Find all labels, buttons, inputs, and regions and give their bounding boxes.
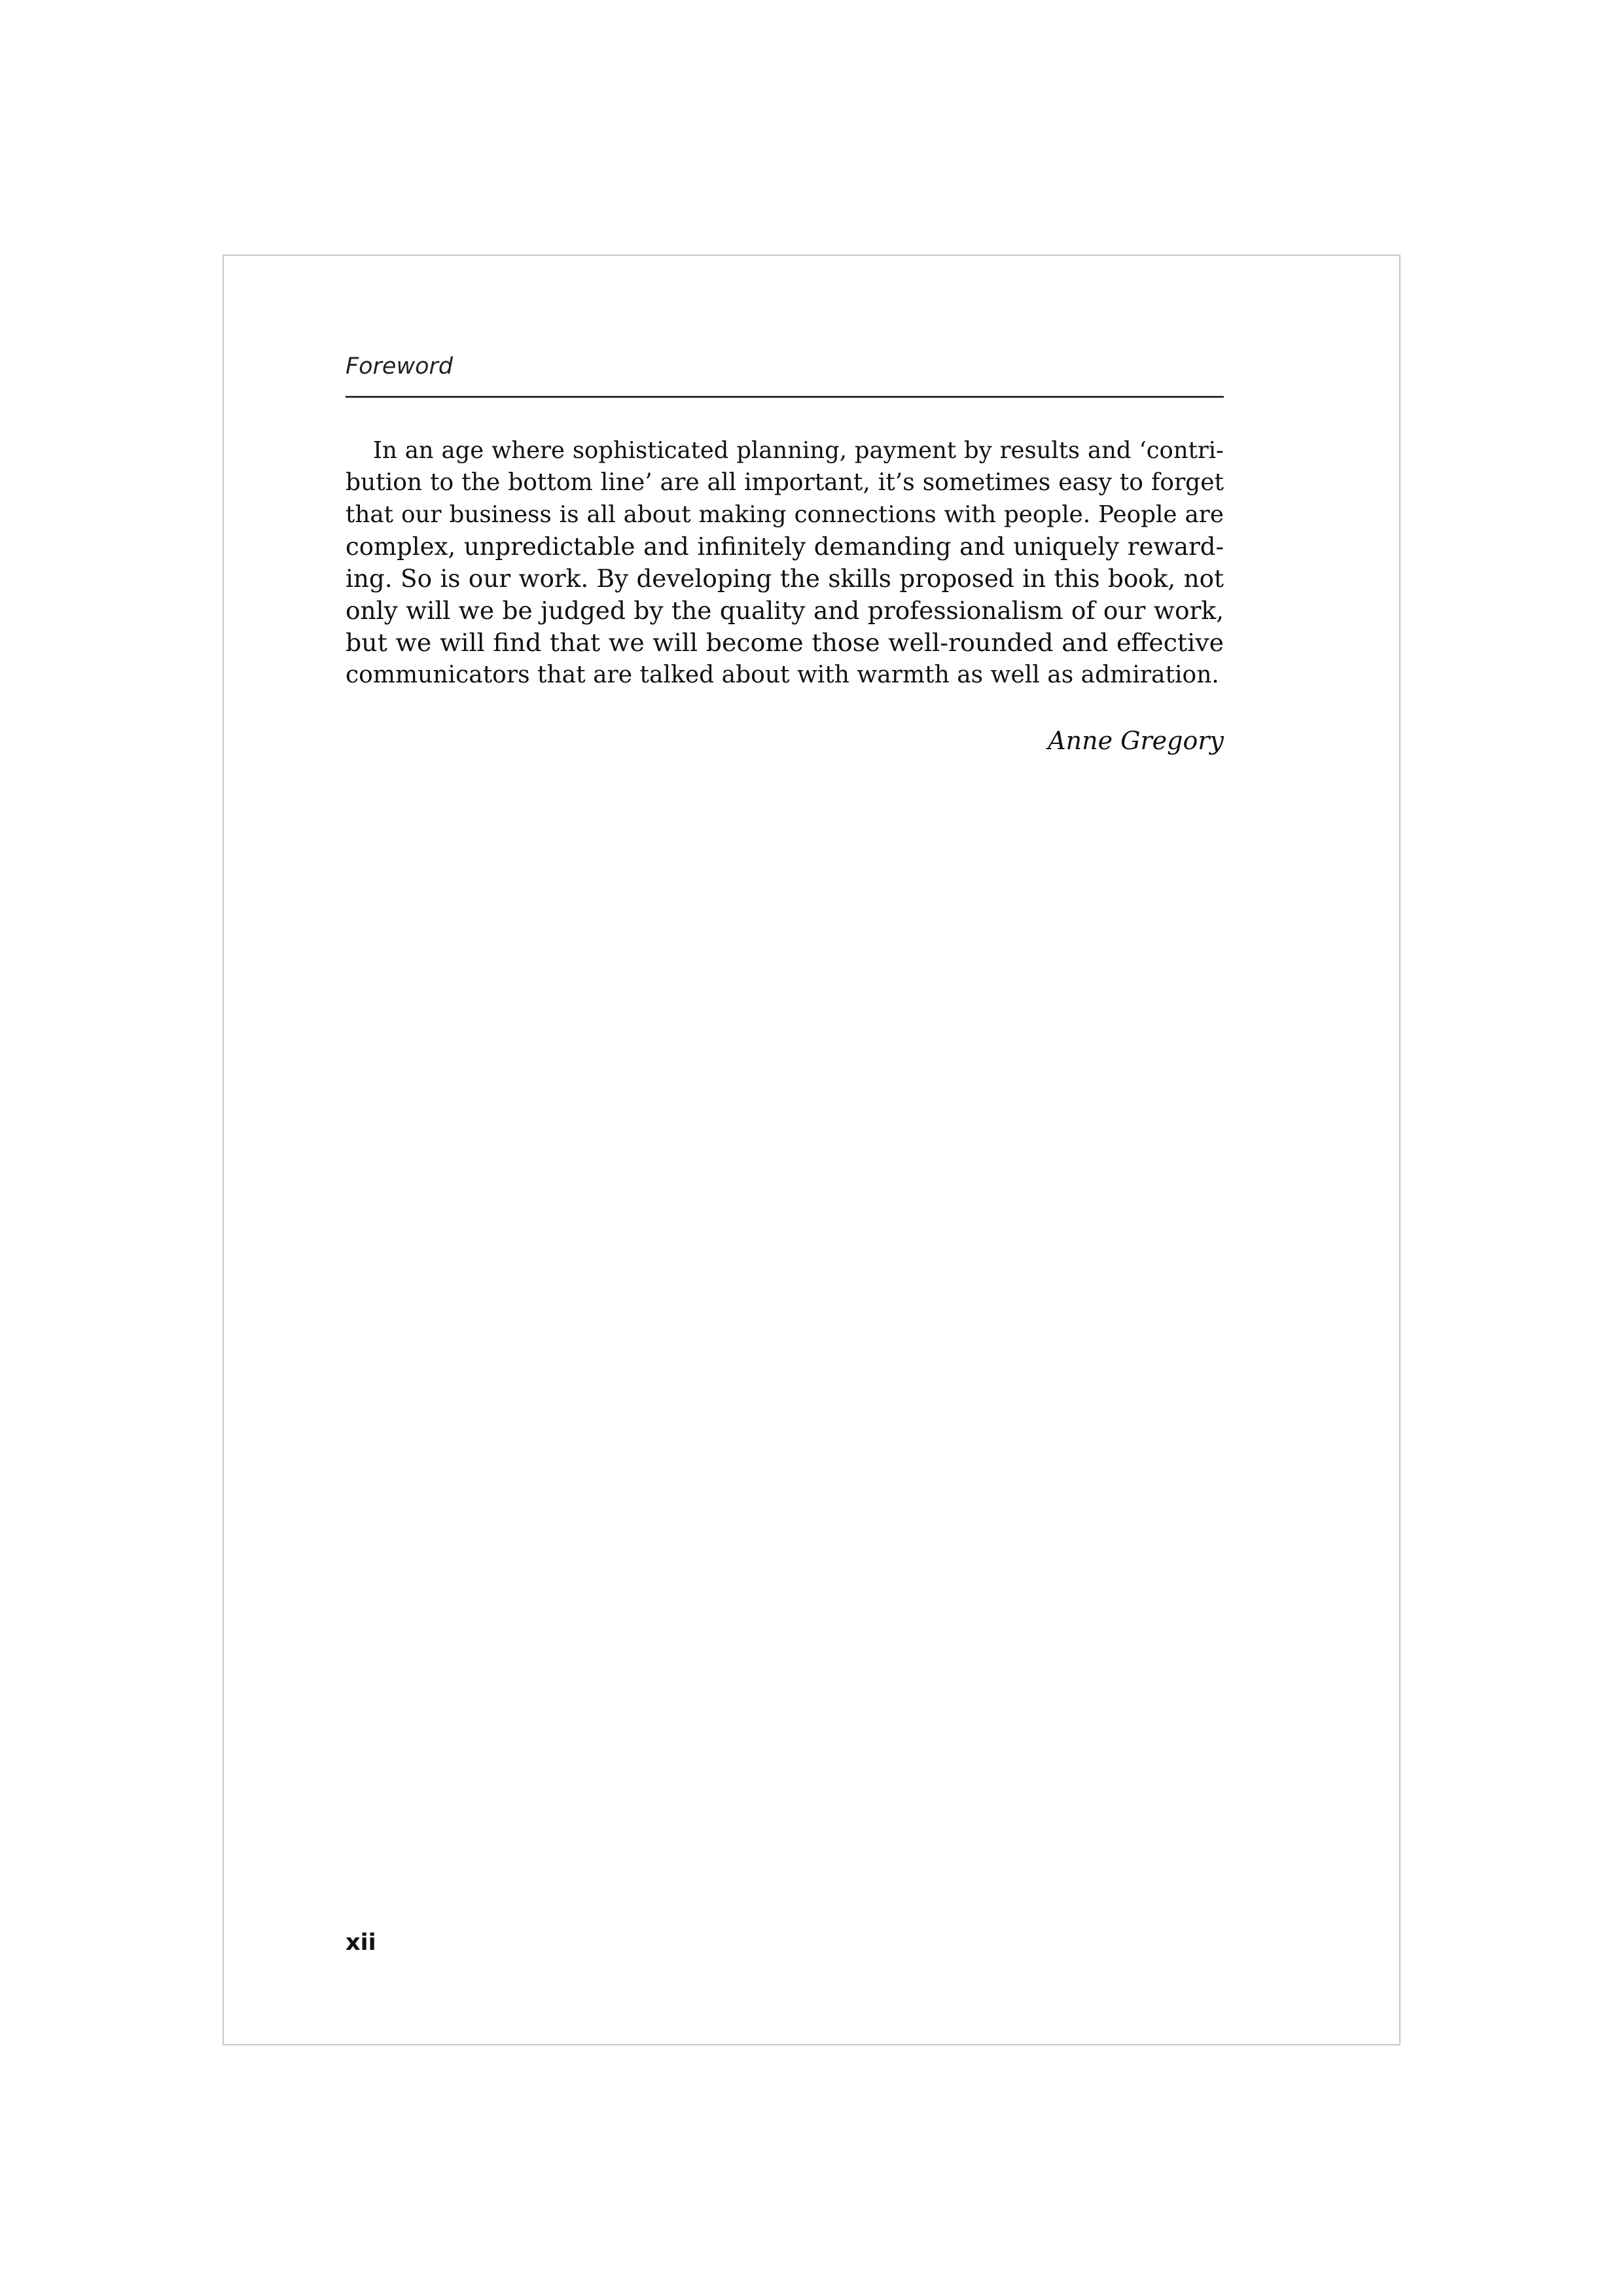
paragraph-line: complex, unpredictable and infinitely demanding and uniquely reward- <box>346 533 1224 561</box>
paragraph-line: only will we be judged by the quality and professionalism of our work, <box>346 596 1224 625</box>
paragraph-line: that our business is all about making connections with people. People are <box>346 501 1224 528</box>
paragraph-line: communicators that are talked about with warmth as well as admiration. <box>346 662 1219 688</box>
author-signature: Anne Gregory <box>1048 726 1224 755</box>
paragraph-line: In an age where sophisticated planning, payment by results and ‘contri- <box>373 437 1224 464</box>
paragraph-line: bution to the bottom line’ are all important, it’s sometimes easy to forget <box>346 469 1224 496</box>
paragraph-line: ing. So is our work. By developing the skills proposed in this book, not <box>346 564 1224 593</box>
running-head <box>346 351 1224 398</box>
page-number: xii <box>346 1930 376 1956</box>
foreword-paragraph <box>346 434 1224 691</box>
running-head-title: Foreword <box>346 353 454 380</box>
paragraph-line: but we will find that we will become those well-rounded and effective <box>346 628 1224 657</box>
